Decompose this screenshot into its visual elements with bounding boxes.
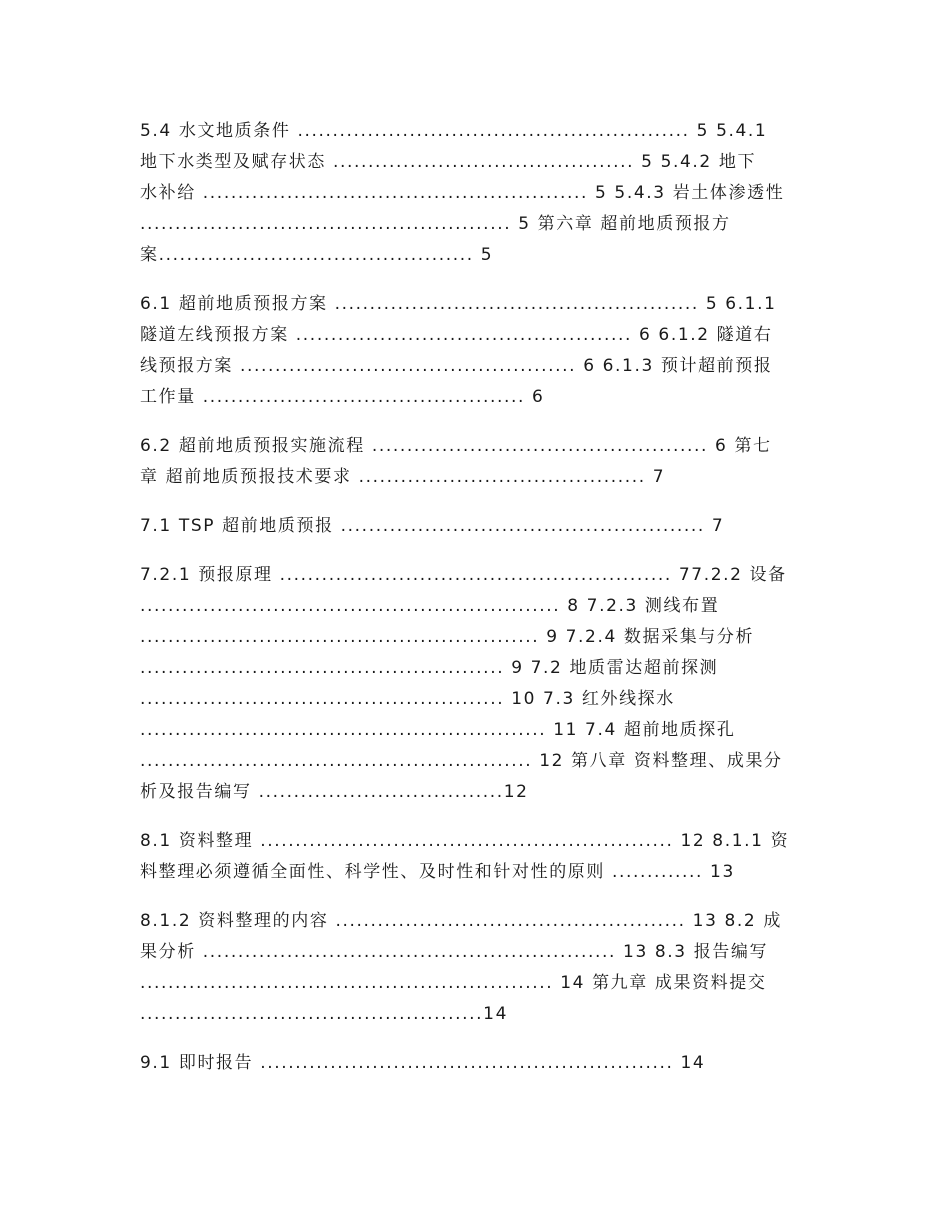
toc-line: ........................................................ 12 第八章 资料整理、成果分 [140,751,783,771]
toc-paragraph [140,511,808,542]
toc-line: .................................................... 10 7.3 红外线探水 [140,689,675,709]
toc-line: 6.1 超前地质预报方案 .................................................... 5 6.1.1 [140,294,777,314]
toc-line: 6.2 超前地质预报实施流程 ................................................ 6 第七 [140,436,772,456]
toc-paragraph [140,560,808,808]
toc-line: 果分析 ........................................................... 13 8.3 报告编写 [140,942,769,962]
toc-line: 章 超前地质预报技术要求 ......................................... 7 [140,467,666,487]
toc-line: .......................................................... 11 7.4 超前地质探孔 [140,720,736,740]
toc-line: 8.1.2 资料整理的内容 .................................................. 13 8.2 成 [140,911,782,931]
toc-line: 7.2.1 预报原理 ........................................................ 77.2.2 设备 [140,565,787,585]
toc-line: .................................................... 9 7.2 地质雷达超前探测 [140,658,719,678]
toc-line: 案............................................. 5 [140,245,494,265]
toc-line: 析及报告编写 ...................................12 [140,782,529,802]
toc-line: 工作量 .............................................. 6 [140,387,545,407]
toc-line: 水补给 ....................................................... 5 5.4.3 岩土体渗透性 [140,183,785,203]
toc-line: 8.1 资料整理 ........................................................... 12 8.1.1 资 [140,831,790,851]
toc-line: .................................................14 [140,1004,509,1024]
toc-line: 线预报方案 ................................................ 6 6.1.3 预计超前预报 [140,356,773,376]
toc-paragraph [140,826,808,888]
toc-paragraph [140,1048,808,1079]
toc-line: ..................................................... 5 第六章 超前地质预报方 [140,214,731,234]
toc-line: 9.1 即时报告 ........................................................... 14 [140,1053,706,1073]
toc-line: 7.1 TSP 超前地质预报 .................................................... 7 [140,516,725,536]
toc-line: 隧道左线预报方案 ................................................ 6 6.1.2 隧道右 [140,325,773,345]
toc-line: 地下水类型及赋存状态 ........................................... 5 5.4.2 地下 [140,152,757,172]
toc-paragraph [140,289,808,413]
toc-line: 料整理必须遵循全面性、科学性、及时性和针对性的原则 ............. 13 [140,862,735,882]
table-of-contents [140,116,808,1097]
toc-line: ............................................................ 8 7.2.3 测线布置 [140,596,720,616]
toc-line: 5.4 水文地质条件 ........................................................ 5 5.4.1 [140,121,768,141]
toc-paragraph [140,906,808,1030]
toc-line: ........................................................... 14 第九章 成果资料提交 [140,973,767,993]
toc-line: ......................................................... 9 7.2.4 数据采集与分析 [140,627,755,647]
toc-paragraph [140,431,808,493]
toc-paragraph [140,116,808,271]
